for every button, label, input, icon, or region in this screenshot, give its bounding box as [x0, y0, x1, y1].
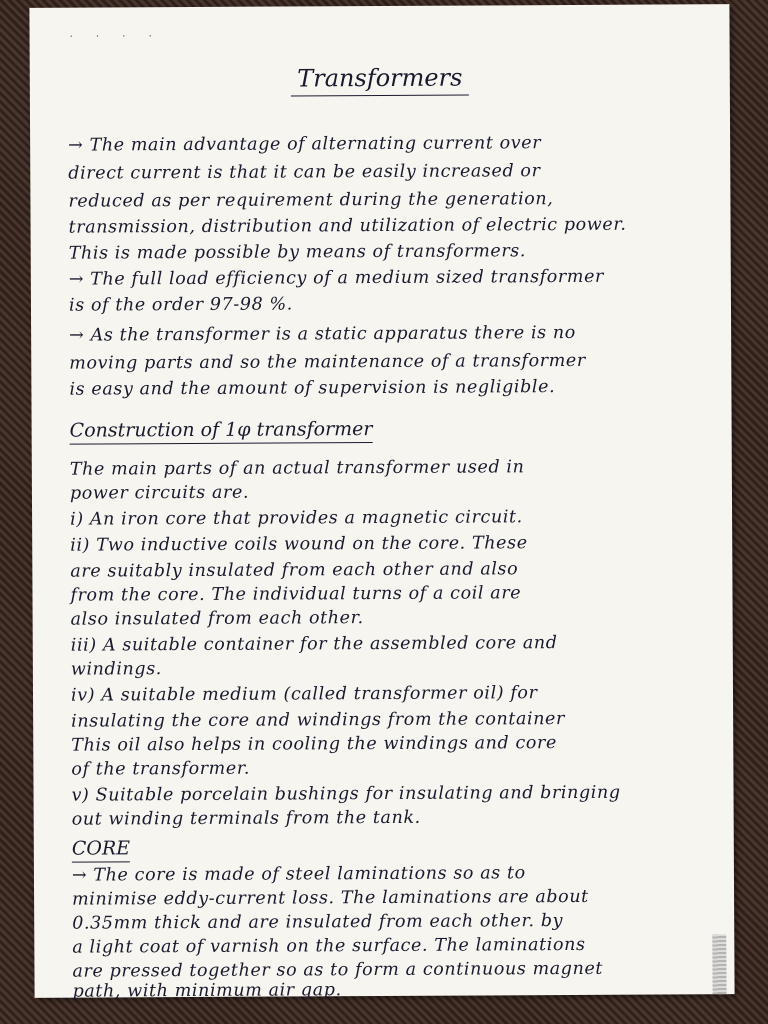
construction-line: iv) A suitable medium (called transformer oil) for	[70, 683, 538, 706]
construction-line: The main parts of an actual transformer used in	[69, 457, 525, 480]
core-line: are pressed together so as to form a continuous magnet	[72, 958, 604, 982]
construction-line: also insulated from each other.	[70, 608, 364, 630]
construction-line: insulating the core and windings from the container	[71, 709, 566, 732]
intro-line: direct current is that it can be easily increased or	[68, 161, 541, 184]
intro-line: → The full load efficiency of a medium sized transformer	[68, 266, 605, 290]
page-title-text: Transformers	[291, 64, 468, 97]
construction-line: i) An iron core that provides a magnetic circuit.	[70, 507, 523, 530]
section-heading-core	[72, 837, 130, 859]
core-line: minimise eddy-current loss. The laminations are about	[72, 886, 589, 910]
section-heading-core-text: CORE	[72, 837, 130, 862]
intro-line: is of the order 97-98 %.	[68, 294, 293, 316]
notebook-page	[29, 4, 734, 1002]
page-speckles: · · · ·	[69, 31, 162, 43]
page-title	[30, 62, 730, 94]
construction-line: windings.	[70, 659, 163, 680]
core-line: a light coat of varnish on the surface. The laminations	[72, 934, 586, 958]
intro-line: → The main advantage of alternating current over	[68, 133, 542, 156]
construction-line: v) Suitable porcelain bushings for insulating and bringing	[71, 782, 621, 806]
section-heading-construction-text: Construction of 1φ transformer	[70, 418, 373, 445]
construction-line: This oil also helps in cooling the windings and core	[71, 733, 557, 756]
intro-line: moving parts and so the maintenance of a transformer	[69, 350, 586, 374]
construction-line: power circuits are.	[69, 482, 250, 504]
construction-line: from the core. The individual turns of a coil are	[70, 583, 522, 606]
core-line: path, with minimum air gap.	[72, 980, 342, 1002]
intro-line: This is made possible by means of transformers.	[68, 241, 527, 264]
intro-line: reduced as per requirement during the generation,	[68, 189, 554, 212]
construction-line: are suitably insulated from each other and also	[70, 559, 519, 582]
intro-line: → As the transformer is a static apparatus there is no	[69, 322, 576, 346]
construction-line: of the transformer.	[71, 758, 251, 780]
core-line: → The core is made of steel laminations so as to	[71, 863, 526, 886]
construction-line: ii) Two inductive coils wound on the core. These	[70, 533, 528, 556]
intro-line: is easy and the amount of supervision is negligible.	[69, 377, 556, 400]
intro-line: transmission, distribution and utilization of electric power.	[68, 214, 627, 238]
construction-line: iii) A suitable container for the assembled core and	[70, 633, 558, 656]
construction-line: out winding terminals from the tank.	[71, 807, 421, 830]
core-line: 0.35mm thick and are insulated from each other. by	[72, 911, 564, 934]
section-heading-construction	[70, 418, 373, 442]
page-stack-edge	[712, 934, 726, 994]
